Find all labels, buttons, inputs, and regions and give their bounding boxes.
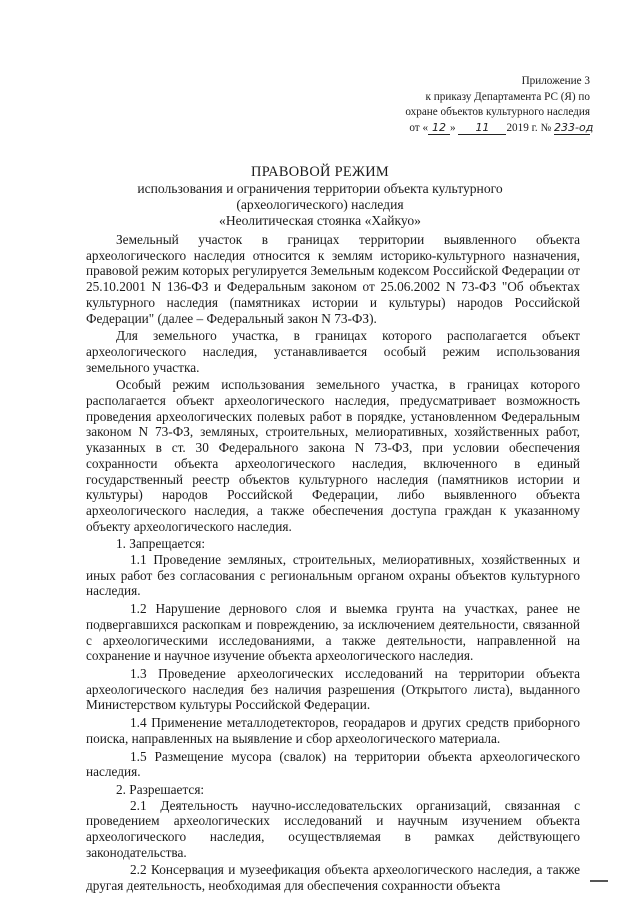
allowed-item-2-2: 2.2 Консервация и музеефикация объекта археологического наследия, а также другая деятельность, необходимая для обеспечения сохранности объекта <box>86 862 580 894</box>
section-prohibited-heading: 1. Запрещается: <box>116 536 206 552</box>
paragraph-regime-details: Особый режим использования земельного участка, в границах которого располагается объект археологического наследия, предусматривает возможность проведения археологических полевых работ в порядке, установленном Федеральным законом N 73-ФЗ, земляных, строительных, мелиоративных, хозяйственных работ, указанных в ст. 30 Федерального закона N 73-ФЗ, при условии обеспечения сохранности объекта археологического наследия, включенного в единый государственный реестр объектов культурного наследия (памятников истории и культуры) народов Российской Федерации, либо выявленного объекта археологического наследия, а также обеспечения доступа граждан к указанному объекту археологического наследия. <box>86 377 580 534</box>
document-body <box>86 232 580 896</box>
paragraph-land-plot: Земельный участок в границах территории выявленного объекта археологического наследия относится к землям историко-культурного назначения, правовой режим которых регулируется Земельным кодексом Российской Федерации от 25.10.2001 N 136-ФЗ и Федеральным законом от 25.06.2002 N 73-ФЗ "Об объектах культурного наследия (памятниках истории и культуры) народов Российской Федерации" (далее – Федеральный закон N 73-ФЗ). <box>86 232 580 326</box>
date-month: 11 <box>458 122 506 135</box>
section-allowed-heading: 2. Разрешается: <box>116 781 205 797</box>
title-line-2: использования и ограничения территории объекта культурного <box>137 181 503 196</box>
prohibited-item-1-5: 1.5 Размещение мусора (свалок) на территории объекта археологического наследия. <box>86 748 580 780</box>
title-line-3: (археологического) наследия <box>236 197 404 212</box>
date-mid: » <box>450 121 456 134</box>
appendix-department-line: охране объектов культурного наследия <box>405 106 590 119</box>
allowed-item-2-1: 2.1 Деятельность научно-исследовательских организаций, связанная с проведением археологических исследований и научным изучением объекта археологического наследия, осуществляемая в рамках действующего законодательства. <box>86 797 580 860</box>
appendix-date-line <box>350 120 594 137</box>
date-year: 2019 г. № <box>506 121 552 134</box>
document-title <box>90 164 550 229</box>
title-main: ПРАВОВОЙ РЕЖИМ <box>251 164 389 180</box>
paragraph-special-regime: Для земельного участка, в границах которого располагается объект археологического наследия, устанавливается особый режим использования земельного участка. <box>86 328 580 375</box>
appendix-title: Приложение 3 <box>521 75 590 87</box>
order-number: 233-од <box>554 120 594 134</box>
prohibited-item-1-4: 1.4 Применение металлодетекторов, георадаров и других средств приборного поиска, направленных на выявление и сбор археологического материала. <box>86 715 580 746</box>
date-prefix: от « <box>409 121 429 134</box>
date-day: 12 <box>428 122 450 135</box>
appendix-header <box>350 74 594 136</box>
title-line-4: «Неолитическая стоянка «Хайкуо» <box>219 213 421 228</box>
prohibited-item-1-2: 1.2 Нарушение дернового слоя и выемка грунта на участках, ранее не подвергавшихся раскопкам и повреждению, за исключением деятельности, связанной с археологическими исследованиями, а также деятельности, направленной на сохранение и научное изучение объекта археологического наследия. <box>86 601 580 664</box>
prohibited-item-1-3: 1.3 Проведение археологических исследований на территории объекта археологического наследия без наличия разрешения (Открытого листа), выданного Министерством культуры Российской Федерации. <box>86 665 580 713</box>
prohibited-item-1-1: 1.1 Проведение земляных, строительных, мелиоративных, хозяйственных и иных работ без согласования с региональным органом охраны объектов культурного наследия. <box>86 552 580 599</box>
appendix-order-line: к приказу Департамента РС (Я) по <box>425 90 590 103</box>
scan-mark <box>590 880 608 882</box>
